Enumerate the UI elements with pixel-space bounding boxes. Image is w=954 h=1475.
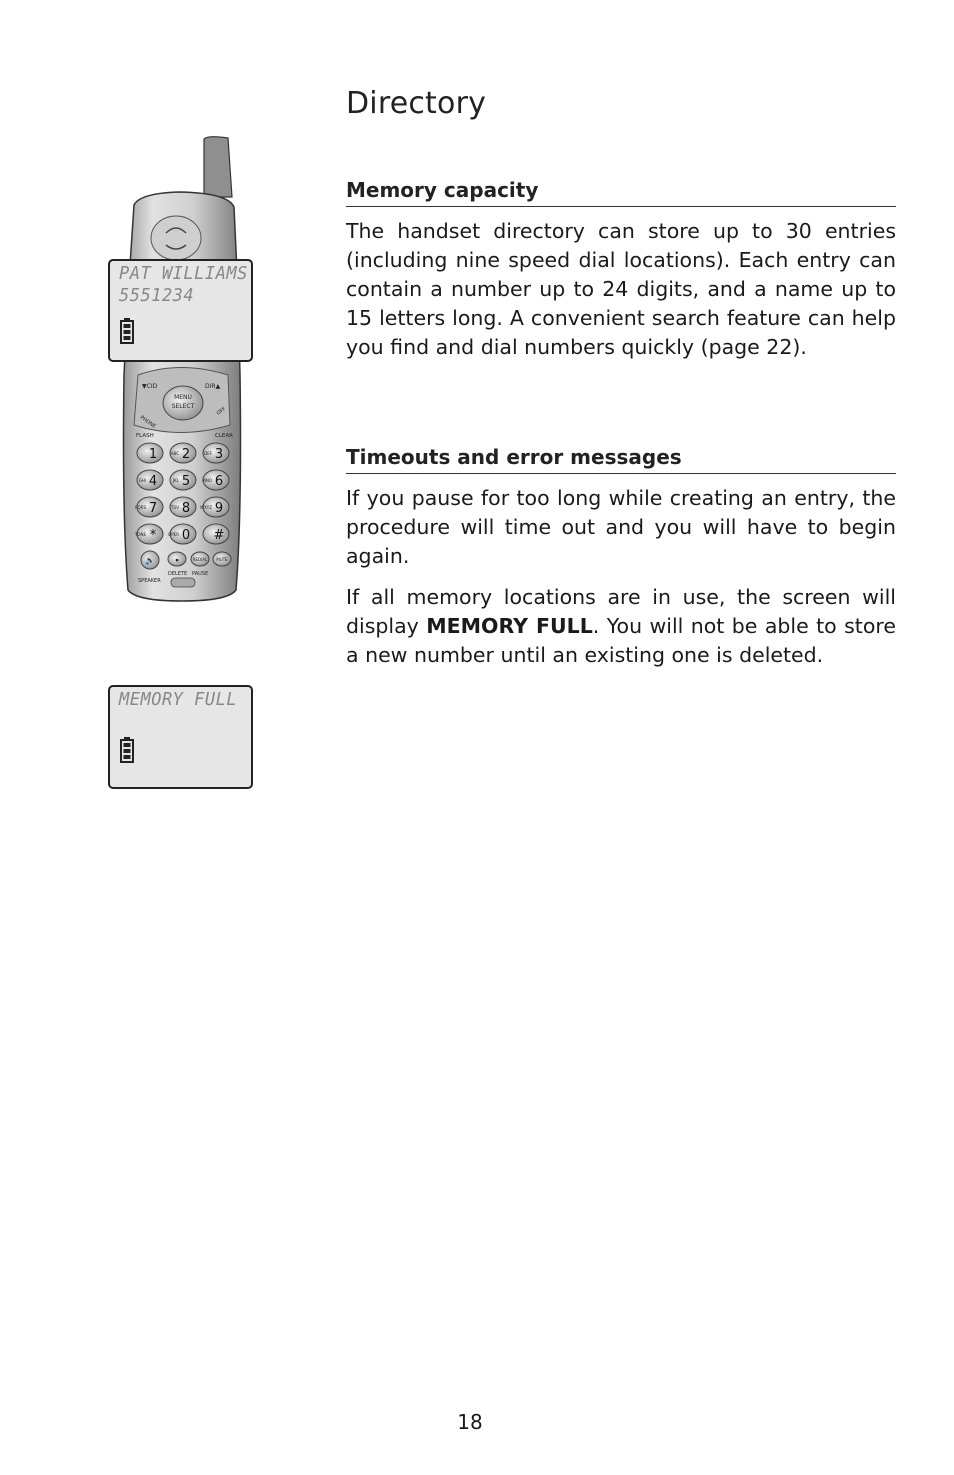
off-label: OFF xyxy=(215,406,228,417)
key-digit: # xyxy=(213,528,225,543)
key-digit: 7 xyxy=(148,501,158,516)
key-6[interactable] xyxy=(202,470,229,490)
svg-text:🔊: 🔊 xyxy=(145,556,155,565)
menu-label: MENU xyxy=(174,394,192,401)
key-1[interactable] xyxy=(137,443,163,463)
key-letters: OPER xyxy=(168,532,179,537)
earpiece-icon xyxy=(151,216,201,260)
memory-capacity-body: The handset directory can store up to 30 entries (including nine speed dial locations). Each entry can contain a number up to 24 digits, and a name up to 15 letters long. A convenient search feature can help you find and dial numbers quickly (page 22). xyxy=(346,219,896,359)
key-letters: JKL xyxy=(172,478,179,483)
key-letters: TONE xyxy=(134,532,146,537)
display-line-1: PAT WILLIAMS xyxy=(119,263,248,285)
microphone-icon xyxy=(171,578,195,587)
key-digit: 1 xyxy=(148,447,158,462)
key-digit: 8 xyxy=(181,501,191,516)
key-digit: 3 xyxy=(214,447,224,462)
display-line-2: 5551234 xyxy=(119,285,195,307)
key-letters: MNO xyxy=(202,478,212,483)
key-digit: 4 xyxy=(148,474,158,489)
speaker-label: SPEAKER xyxy=(138,578,161,584)
memory-capacity-heading: Memory capacity xyxy=(346,178,896,207)
delete-label: DELETE xyxy=(168,571,188,577)
key-letters: PQRS xyxy=(135,505,146,510)
svg-text:▼CID: ▼CID xyxy=(142,383,158,390)
key-digit: 9 xyxy=(214,501,224,516)
key-hash[interactable] xyxy=(203,524,229,544)
key-letters: WXYZ xyxy=(200,505,212,510)
handset-illustration xyxy=(120,135,245,605)
key-letters: DEF xyxy=(204,451,212,456)
para-2-text-end: . You will not be able to store a new number until an existing one is deleted. xyxy=(346,614,896,667)
svg-text:DIR▲: DIR▲ xyxy=(205,383,221,390)
key-digit: 5 xyxy=(181,474,191,489)
key-letters: TUV xyxy=(170,505,179,510)
key-2[interactable] xyxy=(170,443,196,463)
page-title: Directory xyxy=(346,86,487,121)
key-letters: ABC xyxy=(170,451,179,456)
key-letters: GHI xyxy=(138,478,146,483)
battery-icon xyxy=(120,737,134,763)
memory-full-display xyxy=(108,685,253,789)
para-2-text-start: If all memory locations are in use, the screen will display xyxy=(346,585,896,638)
memory-full-line: MEMORY FULL xyxy=(119,689,238,711)
flash-label: FLASH xyxy=(136,433,154,439)
memory-full-term: MEMORY FULL xyxy=(426,614,593,638)
key-digit: 0 xyxy=(181,528,191,543)
key-5[interactable] xyxy=(170,470,196,490)
battery-icon xyxy=(120,318,134,344)
redial-label: REDIAL xyxy=(192,557,208,562)
key-digit: 2 xyxy=(181,447,191,462)
key-4[interactable] xyxy=(137,470,163,490)
key-8[interactable] xyxy=(170,497,196,517)
antenna-icon xyxy=(204,137,232,197)
phone-label: PHONE xyxy=(138,414,157,430)
timeouts-para-2 xyxy=(346,583,896,670)
page-number: 18 xyxy=(457,1410,483,1434)
key-digit: * xyxy=(149,528,157,543)
mute-label: MUTE xyxy=(216,557,228,562)
key-digit: 6 xyxy=(214,474,224,489)
timeouts-section xyxy=(346,445,896,670)
clear-label: CLEAR xyxy=(215,433,233,439)
timeouts-para-1: If you pause for too long while creating an entry, the procedure will time out and you will have to begin again. xyxy=(346,486,896,568)
handset-display xyxy=(108,259,253,362)
key-3[interactable] xyxy=(203,443,229,463)
pause-label: PAUSE xyxy=(192,571,209,577)
cid-label: CID xyxy=(146,383,158,390)
dir-label: DIR xyxy=(205,383,216,390)
timeouts-heading: Timeouts and error messages xyxy=(346,445,896,474)
svg-text:●: ● xyxy=(175,558,179,562)
memory-capacity-section xyxy=(346,178,896,362)
select-label: SELECT xyxy=(171,403,195,410)
